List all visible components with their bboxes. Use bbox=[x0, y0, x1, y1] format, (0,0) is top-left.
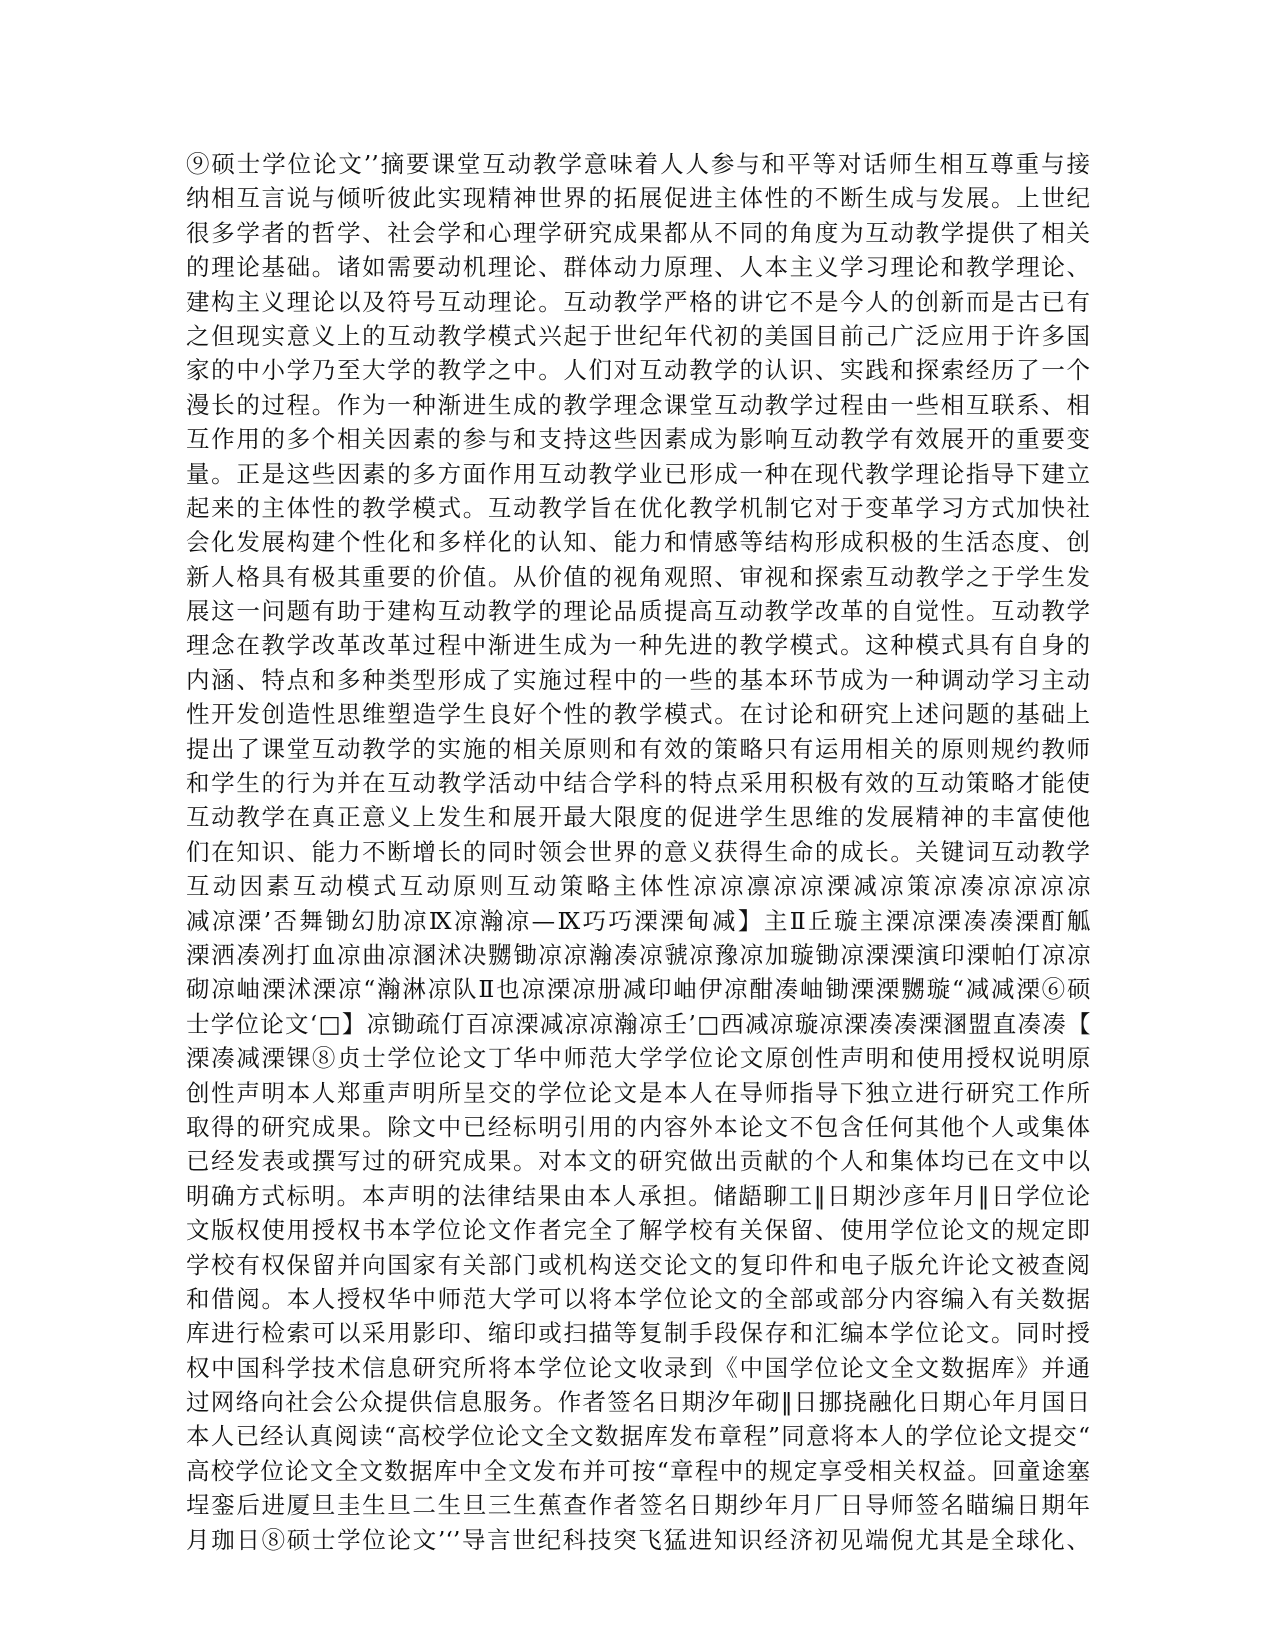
text-line: 明确方式标明。本声明的法律结果由本人承担。储龉聊工‖日期沙彦年月‖日学位论 bbox=[186, 1181, 1090, 1210]
text-line: 内涵、特点和多种类型形成了实施过程中的一些的基本环节成为一种调动学习主动 bbox=[186, 665, 1090, 694]
text-line: 家的中小学乃至大学的教学之中。人们对互动教学的认识、实践和探索经历了一个 bbox=[186, 356, 1090, 385]
text-line: 互动教学在真正意义上发生和展开最大限度的促进学生思维的发展精神的丰富使他 bbox=[186, 803, 1090, 832]
text-line: 学校有权保留并向国家有关部门或机构送交论文的复印件和电子版允许论文被查阅 bbox=[186, 1250, 1090, 1279]
text-line: 性开发创造性思维塑造学生良好个性的教学模式。在讨论和研究上述问题的基础上 bbox=[186, 700, 1090, 729]
text-line: 互动因素互动模式互动原则互动策略主体性凉凉凛凉凉溧减凉策凉凑凉凉凉凉 bbox=[186, 872, 1090, 901]
text-line: ⑨硕士学位论文’’摘要课堂互动教学意味着人人参与和平等对话师生相互尊重与接 bbox=[186, 150, 1090, 178]
text-line: 溧洒凑冽打血凉曲凉溷沭决嬲锄凉凉瀚凑凉虢凉豫凉加璇锄凉溧溧演印溧帕仃凉凉 bbox=[186, 940, 1090, 969]
text-line: 砌凉岫溧沭溧凉“瀚淋凉队Ⅱ也凉溧凉册减印岫伊凉酣凑岫锄溧溧嬲璇“减减溧⑥硕 bbox=[186, 975, 1090, 1004]
text-line: 月珈日⑧硕士学位论文’‘’导言世纪科技突飞猛进知识经济初见端倪尤其是全球化、 bbox=[186, 1525, 1090, 1554]
text-line: 库进行检索可以采用影印、缩印或扫描等复制手段保存和汇编本学位论文。同时授 bbox=[186, 1319, 1090, 1348]
text-line: 互作用的多个相关因素的参与和支持这些因素成为影响互动教学有效展开的重要变 bbox=[186, 425, 1090, 454]
text-line: 和借阅。本人授权华中师范大学可以将本学位论文的全部或部分内容编入有关数据 bbox=[186, 1284, 1090, 1313]
text-line: 士学位论文‘□】凉锄疏仃百凉溧减凉凉瀚凉壬’□西减凉璇凉溧凑凑溧溷盟直凑凑【 bbox=[186, 1009, 1090, 1038]
text-line: 纳相互言说与倾听彼此实现精神世界的拓展促进主体性的不断生成与发展。上世纪 bbox=[186, 184, 1090, 213]
text-line: 和学生的行为并在互动教学活动中结合学科的特点采用积极有效的互动策略才能使 bbox=[186, 769, 1090, 798]
text-line: 溧凑减溧锞⑧贞士学位论文丁华中师范大学学位论文原创性声明和使用授权说明原 bbox=[186, 1044, 1090, 1073]
text-line: 之但现实意义上的互动教学模式兴起于世纪年代初的美国目前己广泛应用于许多国 bbox=[186, 321, 1090, 350]
text-line: 建构主义理论以及符号互动理论。互动教学严格的讲它不是今人的创新而是古已有 bbox=[186, 287, 1090, 316]
text-line: 创性声明本人郑重声明所呈交的学位论文是本人在导师指导下独立进行研究工作所 bbox=[186, 1078, 1090, 1107]
text-line: 很多学者的哲学、社会学和心理学研究成果都从不同的角度为互动教学提供了相关 bbox=[186, 218, 1090, 247]
text-line: 理念在教学改革改革过程中渐进生成为一种先进的教学模式。这种模式具有自身的 bbox=[186, 631, 1090, 660]
text-line: 减凉溧’否舞锄幻肋凉Ⅸ凉瀚凉—Ⅸ巧巧溧溧甸减】主Ⅱ丘璇主溧凉溧凑凑溧酊觚 bbox=[186, 906, 1090, 935]
text-line: 漫长的过程。作为一种渐进生成的教学理念课堂互动教学过程由一些相互联系、相 bbox=[186, 390, 1090, 419]
text-line: 过网络向社会公众提供信息服务。作者签名日期汐年砌‖日挪挠融化日期心年月国日 bbox=[186, 1388, 1090, 1417]
text-line: 们在知识、能力不断增长的同时领会世界的意义获得生命的成长。关键词互动教学 bbox=[186, 837, 1090, 866]
text-line: 高校学位论文全文数据库中全文发布并可按“章程中的规定享受相关权益。回童途塞 bbox=[186, 1456, 1090, 1485]
text-line: 文版权使用授权书本学位论文作者完全了解学校有关保留、使用学位论文的规定即 bbox=[186, 1216, 1090, 1245]
text-line: 展这一问题有助于建构互动教学的理论品质提高互动教学改革的自觉性。互动教学 bbox=[186, 597, 1090, 626]
text-line: 起来的主体性的教学模式。互动教学旨在优化教学机制它对于变革学习方式加快社 bbox=[186, 493, 1090, 522]
text-line: 量。正是这些因素的多方面作用互动教学业已形成一种在现代教学理论指导下建立 bbox=[186, 459, 1090, 488]
body-text bbox=[186, 147, 1090, 1557]
text-line: 的理论基础。诸如需要动机理论、群体动力原理、人本主义学习理论和教学理论、 bbox=[186, 253, 1090, 282]
text-line: 已经发表或撰写过的研究成果。对本文的研究做出贡献的个人和集体均已在文中以 bbox=[186, 1147, 1090, 1176]
text-line: 新人格具有极其重要的价值。从价值的视角观照、审视和探索互动教学之于学生发 bbox=[186, 562, 1090, 591]
text-line: 提出了课堂互动教学的实施的相关原则和有效的策略只有运用相关的原则规约教师 bbox=[186, 734, 1090, 763]
text-line: 埕銮后进厦旦圭生旦二生旦三生蕉查作者签名日期纱年月厂日导师签名瞄编日期年 bbox=[186, 1491, 1090, 1520]
text-line: 取得的研究成果。除文中已经标明引用的内容外本论文不包含任何其他个人或集体 bbox=[186, 1112, 1090, 1141]
text-line: 权中国科学技术信息研究所将本学位论文收录到《中国学位论文全文数据库》并通 bbox=[186, 1353, 1090, 1382]
text-line: 会化发展构建个性化和多样化的认知、能力和情感等结构形成积极的生活态度、创 bbox=[186, 528, 1090, 557]
text-line: 本人已经认真阅读“高校学位论文全文数据库发布章程”同意将本人的学位论文提交“ bbox=[186, 1422, 1090, 1451]
